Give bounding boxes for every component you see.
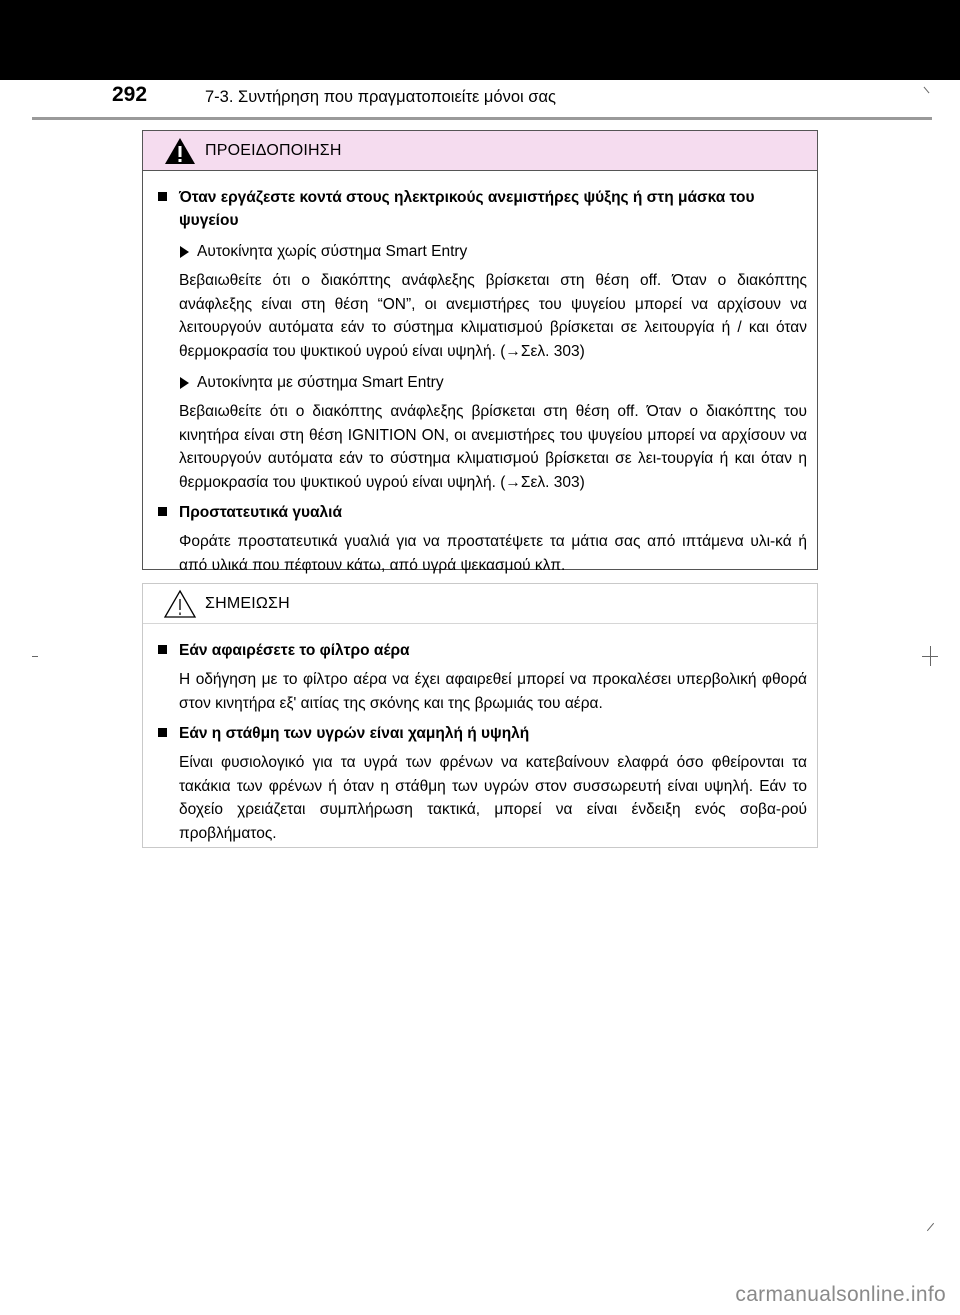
- notice-triangle-icon: [163, 589, 197, 619]
- square-bullet-icon: [158, 645, 167, 654]
- notice-box: [142, 583, 818, 848]
- notice-section-title: [155, 722, 807, 745]
- header-rule: [32, 117, 932, 120]
- watermark: carmanualsonline.info: [735, 1283, 946, 1306]
- crop-mark-right-v: [930, 646, 931, 666]
- warning-header: [143, 131, 817, 171]
- warning-paragraph: Βεβαιωθείτε ότι ο διακόπτης ανάφλεξης βρίσκεται στη θέση off. Όταν ο διακόπτης ανάφλεξης είναι στη θέση “ON”, οι ανεμιστήρες του ψυγείου μπορεί να αρχίσουν να λειτουργούν αυτόματα εάν το σύστημα κλιματισμού βρίσκεται σε λειτουργία ή / και όταν θερμοκρασία του ψυκτικού υγρού είναι υψηλή. (→Σελ. 303): [179, 272, 807, 360]
- top-black-bar: [0, 0, 960, 80]
- warning-sub-item: [155, 371, 807, 394]
- notice-section-title-text: Εάν αφαιρέσετε το φίλτρο αέρα: [179, 642, 410, 659]
- notice-paragraph: Η οδήγηση με το φίλτρο αέρα να έχει αφαιρεθεί μπορεί να προκαλέσει υπερβολική φθορά στον κινητήρα εξ' αιτίας της σκόνης και της βρωμιάς του αέρα.: [179, 671, 807, 712]
- notice-header: [143, 584, 817, 624]
- notice-title: ΣΗΜΕΙΩΣΗ: [205, 594, 290, 612]
- crop-mark-left: [32, 656, 38, 657]
- square-bullet-icon: [158, 507, 167, 516]
- warning-paragraph: Φοράτε προστατευτικά γυαλιά για να προστατέψετε τα μάτια σας από ιπτάμενα υλι-κά ή από υλικά που πέφτουν κάτω, από υγρά ψεκασμού κλπ.: [179, 533, 807, 574]
- notice-body: [143, 624, 817, 845]
- triangle-arrow-icon: [180, 377, 189, 389]
- page-header: [0, 80, 960, 120]
- warning-body: [143, 171, 817, 577]
- warning-triangle-icon: [163, 136, 197, 166]
- triangle-arrow-icon: [180, 246, 189, 258]
- notice-paragraph: Είναι φυσιολογικό για τα υγρά των φρένων να κατεβαίνουν ελαφρά όσο φθείρονται τα τακάκια των φρένων ή όταν η στάθμη των υγρών στον συσσωρευτή είναι υψηλή. Εάν το δοχείο χρειάζεται συμπλήρωση τακτικά, μπορεί να είναι ένδειξη ενός σοβα-ρού προβλήματος.: [179, 754, 807, 842]
- square-bullet-icon: [158, 192, 167, 201]
- warning-box: [142, 130, 818, 574]
- warning-sub-item: [155, 240, 807, 263]
- notice-section-title-text: Εάν η στάθμη των υγρών είναι χαμηλή ή υψηλή: [179, 725, 530, 742]
- section-title: 7-3. Συντήρηση που πραγματοποιείτε μόνοι σας: [205, 88, 556, 106]
- notice-section-title: [155, 639, 807, 662]
- warning-paragraph: Βεβαιωθείτε ότι ο διακόπτης ανάφλεξης βρίσκεται στη θέση off. Όταν ο διακόπτης του κινητήρα είναι στη θέση IGNITION ON, οι ανεμιστήρες του ψυγείου μπορεί να αρχίσουν να λειτουργούν αυτόματα εάν το σύστημα κλιματισμού βρίσκεται σε λει-τουργία ή και όταν η θερμοκρασία του ψυκτικού υγρού είναι υψηλή. (→Σελ. 303): [179, 403, 807, 491]
- warning-sub-item-label: Αυτοκίνητα με σύστημα Smart Entry: [197, 374, 444, 391]
- warning-section-title: [155, 501, 807, 524]
- warning-sub-item-label: Αυτοκίνητα χωρίς σύστημα Smart Entry: [197, 243, 468, 260]
- warning-section-title-text: Όταν εργάζεστε κοντά στους ηλεκτρικούς ανεμιστήρες ψύξης ή στη μάσκα του ψυγείου: [179, 189, 755, 229]
- page-number: 292: [112, 83, 148, 106]
- warning-section-title: [155, 186, 807, 232]
- square-bullet-icon: [158, 728, 167, 737]
- crop-mark-bottom-right: [927, 1223, 934, 1231]
- warning-title: ΠΡΟΕΙΔΟΠΟΙΗΣΗ: [205, 141, 342, 159]
- warning-section-title-text: Προστατευτικά γυαλιά: [179, 504, 342, 521]
